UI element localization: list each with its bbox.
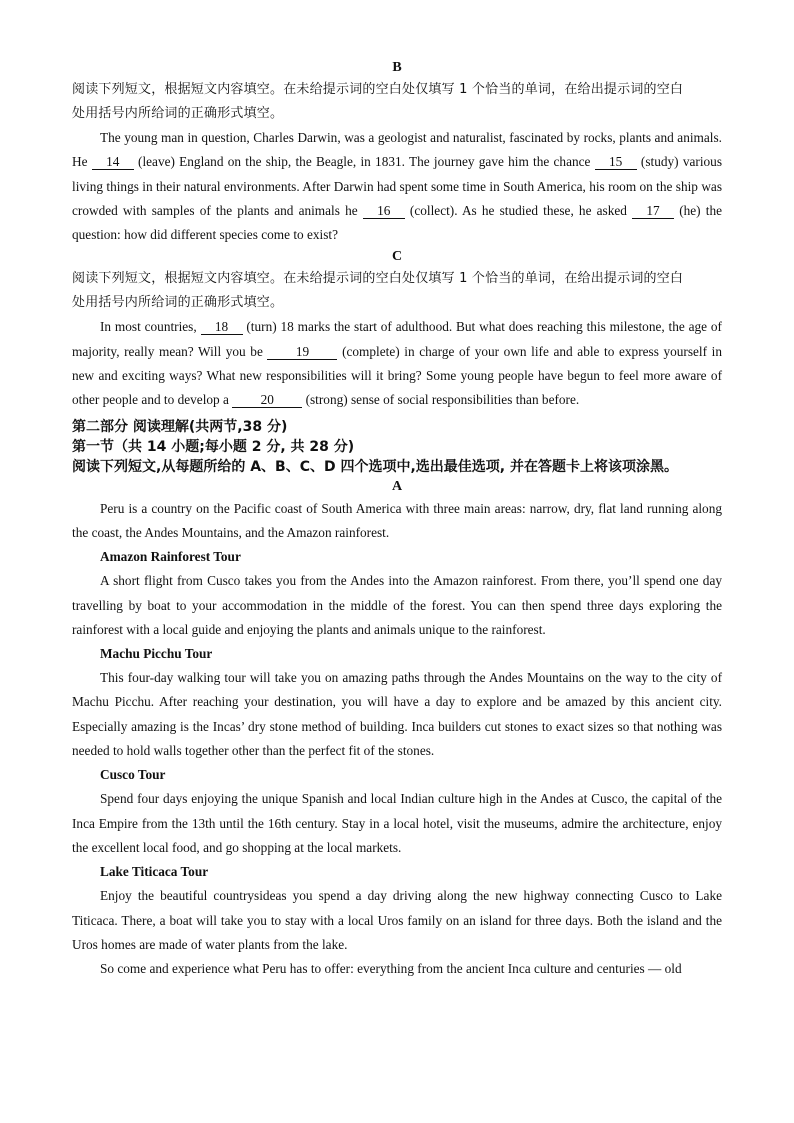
section-c-passage <box>72 315 722 412</box>
exam-page <box>72 58 722 981</box>
tour4-title: Lake Titicaca Tour <box>100 864 209 880</box>
tour2-title: Machu Picchu Tour <box>100 646 213 662</box>
section-b-heading: B <box>392 60 402 75</box>
passage-a-closing: So come and experience what Peru has to offer: everything from the ancient Inca culture and centuries — old <box>100 961 682 977</box>
blank-16[interactable]: 16 <box>363 203 405 219</box>
blank-14[interactable]: 14 <box>92 154 134 170</box>
passage-text: (turn) 18 marks the start of adulthood. But what does reaching this milestone, the age of majority, really mean? Will you be <box>72 319 722 359</box>
blank-20[interactable]: 20 <box>232 392 302 408</box>
section-b-instruction-line1: 阅读下列短文，根据短文内容填空。在未给提示词的空白处仅填写 1 个恰当的单词，在给出提示词的空白 <box>72 82 684 97</box>
tour1-text: A short flight from Cusco takes you from the Andes into the Amazon rainforest. From there, you’ll spend one day travelling by boat to your accommodation in the middle of the forest. You can then spend three days exploring the rainforest with a local guide and enjoying the plants and animals unique to the rainforest. <box>72 573 722 637</box>
part2-section1: 第一节（共 14 小题;每小题 2 分, 共 28 分) <box>72 438 355 455</box>
tour1-title: Amazon Rainforest Tour <box>100 549 241 565</box>
section-c-instruction-line1: 阅读下列短文，根据短文内容填空。在未给提示词的空白处仅填写 1 个恰当的单词，在给出提示词的空白 <box>72 271 684 287</box>
tour4-text: Enjoy the beautiful countrysideas you spend a day driving along the new highway connecting Cusco to Lake Titicaca. There, a boat will take you to stay with a local Uros family on an island for three days. Both the island and the Uros homes are made of water plants from the lake. <box>72 888 722 952</box>
blank-17[interactable]: 17 <box>632 203 674 219</box>
passage-a-intro: Peru is a country on the Pacific coast of South America with three main areas: narrow, dry, flat land running along the coast, the Andes Mountains, and the Amazon rainforest. <box>72 500 722 540</box>
passage-a-heading: A <box>391 478 403 494</box>
passage-text: In most countries, <box>100 319 201 335</box>
tour2-text: This four-day walking tour will take you on amazing paths through the Andes Mountains on the way to the city of Machu Picchu. After reaching your destination, you will have a day to explore and be amazed by this ancient city. Especially amazing is the Incas’ dry stone method of building. Inca builders cut stones to exact sizes so that nothing was needed to hold walls together other than the perfect fit of the stones. <box>72 670 722 759</box>
section-b-passage <box>72 126 722 247</box>
blank-15[interactable]: 15 <box>595 154 637 170</box>
passage-text: (complete) in charge of your own life and able to express yourself in new and exciting ways? What new responsibilities will it bring? Some young people have begun to feel more aware of other people and to develop a <box>72 343 722 408</box>
passage-text: (strong) sense of social responsibilities than before. <box>302 392 580 408</box>
blank-19[interactable]: 19 <box>267 344 337 360</box>
passage-text: (collect). As he studied these, he asked <box>404 202 633 218</box>
tour3-title: Cusco Tour <box>100 767 166 783</box>
blank-18[interactable]: 18 <box>201 319 243 335</box>
passage-text: (leave) England on the ship, the Beagle, in 1831. The journey gave him the chance <box>133 154 595 170</box>
passage-text: (study) various living things in their natural environments. After Darwin had spent some time in South America, his room on the ship was crowded with samples of the plants and animals he <box>72 154 722 218</box>
part2-title: 第二部分 阅读理解(共两节,38 分) <box>72 418 288 435</box>
section-c-heading: C <box>391 249 403 265</box>
tour3-text: Spend four days enjoying the unique Spanish and local Indian culture high in the Andes at Cusco, the capital of the Inca Empire from the 13th until the 16th century. Stay in a local hotel, visit the museums, admire the architecture, enjoy the excellent local food, and go shopping at the local markets. <box>72 791 722 855</box>
section-c-instruction-line2: 处用括号内所给词的正确形式填空。 <box>72 295 284 311</box>
passage-text: The young man in question, Charles Darwin, was a geologist and naturalist, fascinated by rocks, plants and animals. He <box>72 130 722 170</box>
passage-text: (he) the question: how did different species come to exist? <box>72 202 722 243</box>
section-b-instruction-line2: 处用括号内所给词的正确形式填空。 <box>72 106 284 121</box>
part2-instruction: 阅读下列短文,从每题所给的 A、B、C、D 四个选项中,选出最佳选项, 并在答题卡上将该项涂黑。 <box>72 458 678 475</box>
